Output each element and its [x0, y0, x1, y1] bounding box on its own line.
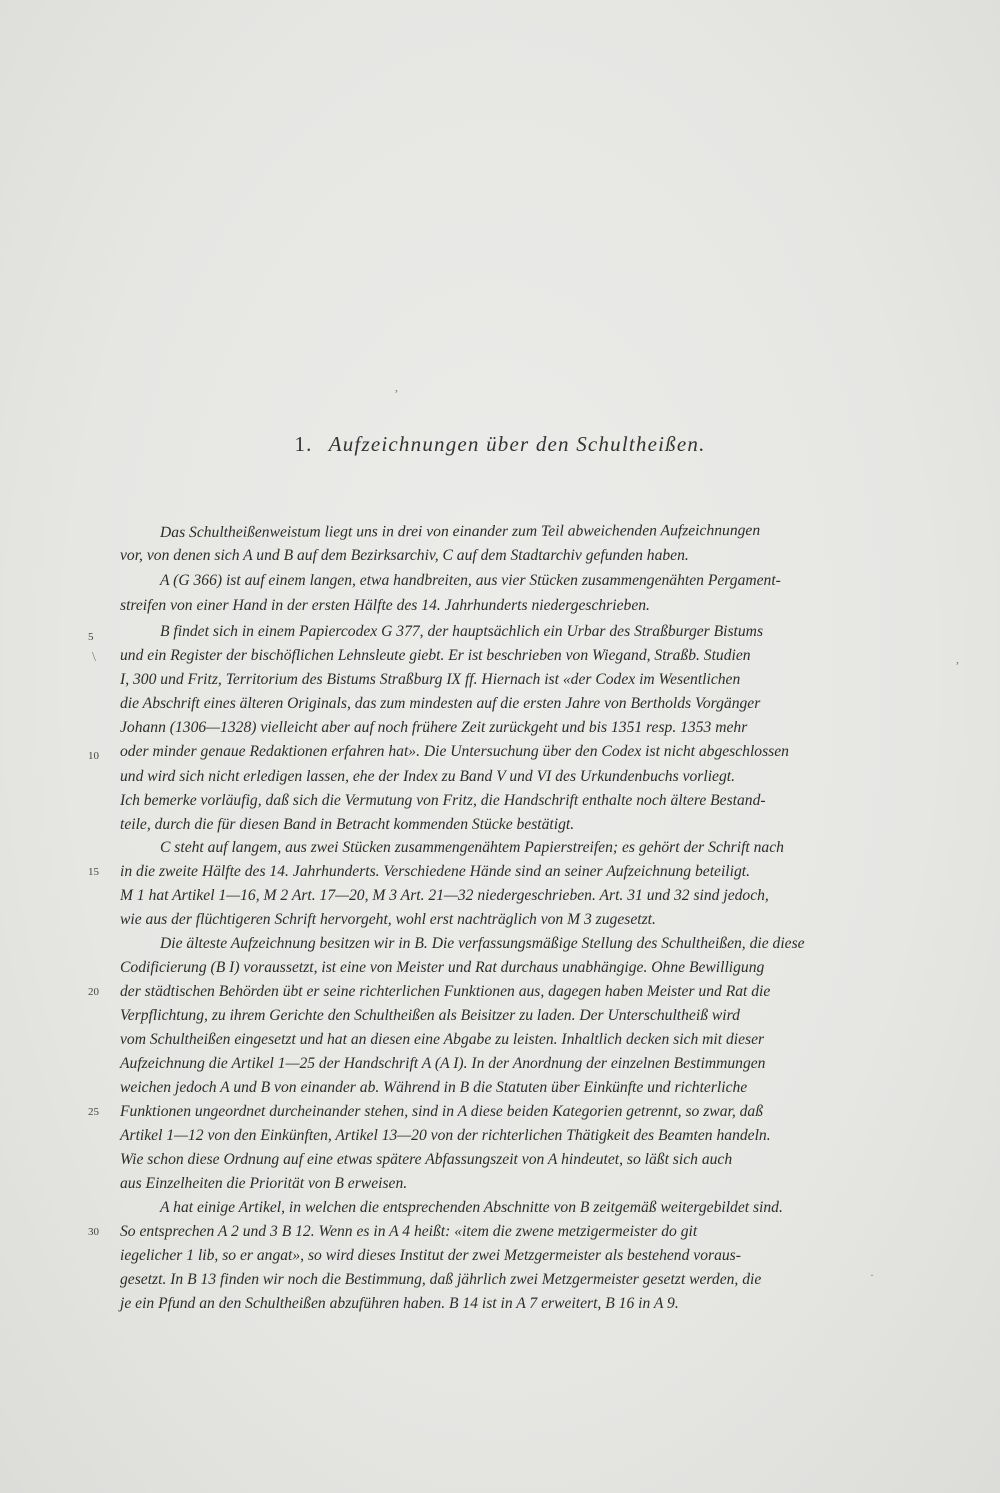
line-number: 5: [88, 631, 94, 643]
text-line: Funktionen ungeordnet durcheinander stehen, sind in A diese beiden Kategorien getrennt, so zwar, daß: [120, 1103, 764, 1120]
text-line: Artikel 1—12 von den Einkünften, Artikel 13—20 von der richterlichen Thätigkeit des Beamten handeln.: [120, 1127, 771, 1144]
text-line: Das Schultheißenweistum liegt uns in drei von einander zum Teil abweichenden Aufzeichnungen: [159, 521, 761, 542]
line-number: 15: [88, 866, 99, 878]
text-line: Johann (1306—1328) vielleicht aber auf noch frühere Zeit zurückgeht und bis 1351 resp. 1353 mehr: [120, 719, 748, 736]
text-line: Aufzeichnung die Artikel 1—25 der Handschrift A (A I). In der Anordnung der einzelnen Bestimmungen: [120, 1055, 766, 1072]
text-line: gesetzt. In B 13 finden wir noch die Bestimmung, daß jährlich zwei Metzgermeister gesetzt werden, die: [120, 1271, 762, 1288]
text-line: A hat einige Artikel, in welchen die entsprechenden Abschnitte von B zeitgemäß weitergebildet sind.: [160, 1199, 783, 1216]
text-line: aus Einzelheiten die Priorität von B erweisen.: [120, 1175, 408, 1192]
stray-mark: ,: [395, 380, 398, 394]
text-line: Codificierung (B I) voraussetzt, ist eine von Meister und Rat durchaus unabhängige. Ohne Bewilligung: [120, 959, 765, 976]
line-number: 30: [88, 1226, 99, 1238]
section-heading: [0, 432, 1000, 457]
text-line: Verpflichtung, zu ihrem Gerichte den Schultheißen als Beisitzer zu laden. Der Unterschultheiß wird: [120, 1007, 740, 1024]
text-line: Die älteste Aufzeichnung besitzen wir in B. Die verfassungsmäßige Stellung des Schultheißen, die diese: [160, 935, 805, 952]
text-line: in die zweite Hälfte des 14. Jahrhunderts. Verschiedene Hände sind an seiner Aufzeichnung beteiligt.: [120, 863, 751, 880]
section-title: Aufzeichnungen über den Schultheißen.: [328, 432, 706, 456]
line-number: 20: [88, 986, 99, 998]
text-line: und wird sich nicht erledigen lassen, ehe der Index zu Band V und VI des Urkundenbuchs vorliegt.: [120, 768, 735, 785]
stray-mark: \: [92, 650, 96, 665]
stray-mark: ,: [956, 652, 959, 666]
text-line: vor, von denen sich A und B auf dem Bezirksarchiv, C auf dem Stadtarchiv gefunden haben.: [120, 547, 689, 564]
text-line: und ein Register der bischöflichen Lehnsleute giebt. Er ist beschrieben von Wiegand, Straßb. Studien: [120, 647, 751, 664]
text-line: So entsprechen A 2 und 3 B 12. Wenn es in A 4 heißt: «item die zwene metzigermeister do git: [120, 1223, 698, 1240]
section-number: 1.: [294, 432, 313, 456]
text-line: I, 300 und Fritz, Territorium des Bistums Straßburg IX ff. Hiernach ist «der Codex im Wesentlichen: [120, 671, 741, 688]
text-line: weichen jedoch A und B von einander ab. Während in B die Statuten über Einkünfte und richterliche: [120, 1079, 748, 1096]
text-line: A (G 366) ist auf einem langen, etwa handbreiten, aus vier Stücken zusammengenähten Pergament-: [160, 572, 781, 589]
text-line: C steht auf langem, aus zwei Stücken zusammengenähtem Papierstreifen; es gehört der Schrift nach: [160, 839, 784, 856]
text-line: je ein Pfund an den Schultheißen abzuführen haben. B 14 ist in A 7 erweitert, B 16 in A 9.: [120, 1295, 679, 1312]
text-line: vom Schultheißen eingesetzt und hat an diesen eine Abgabe zu leisten. Inhaltlich decken sich mit dieser: [120, 1031, 765, 1048]
text-line: oder minder genaue Redaktionen erfahren hat». Die Untersuchung über den Codex ist nicht abgeschlossen: [120, 743, 789, 760]
text-line: wie aus der flüchtigeren Schrift hervorgeht, wohl erst nachträglich von M 3 zugesetzt.: [120, 911, 656, 928]
text-line: der städtischen Behörden übt er seine richterlichen Funktionen aus, dagegen haben Meister und Rat die: [120, 983, 771, 1000]
text-line: die Abschrift eines älteren Originals, das zum mindesten auf die ersten Jahre von Bertholds Vorgänger: [120, 695, 761, 712]
text-line: M 1 hat Artikel 1—16, M 2 Art. 17—20, M 3 Art. 21—32 niedergeschrieben. Art. 31 und 32 sind jedoch,: [120, 887, 769, 904]
line-number: 10: [88, 750, 99, 762]
stray-mark: ·: [870, 1268, 874, 1282]
text-line: streifen von einer Hand in der ersten Hälfte des 14. Jahrhunderts niedergeschrieben.: [120, 597, 650, 614]
text-line: iegelicher 1 lib, so er angat», so wird dieses Institut der zwei Metzgermeister als bestehend voraus-: [120, 1247, 741, 1264]
text-line: teile, durch die für diesen Band in Betracht kommenden Stücke bestätigt.: [120, 816, 575, 833]
text-line: Ich bemerke vorläufig, daß sich die Vermutung von Fritz, die Handschrift enthalte noch ältere Bestand-: [120, 792, 766, 809]
line-number: 25: [88, 1106, 99, 1118]
text-line: Wie schon diese Ordnung auf eine etwas spätere Abfassungszeit von A hindeutet, so läßt sich auch: [120, 1151, 733, 1168]
text-line: B findet sich in einem Papiercodex G 377, der hauptsächlich ein Urbar des Straßburger Bistums: [160, 623, 764, 640]
